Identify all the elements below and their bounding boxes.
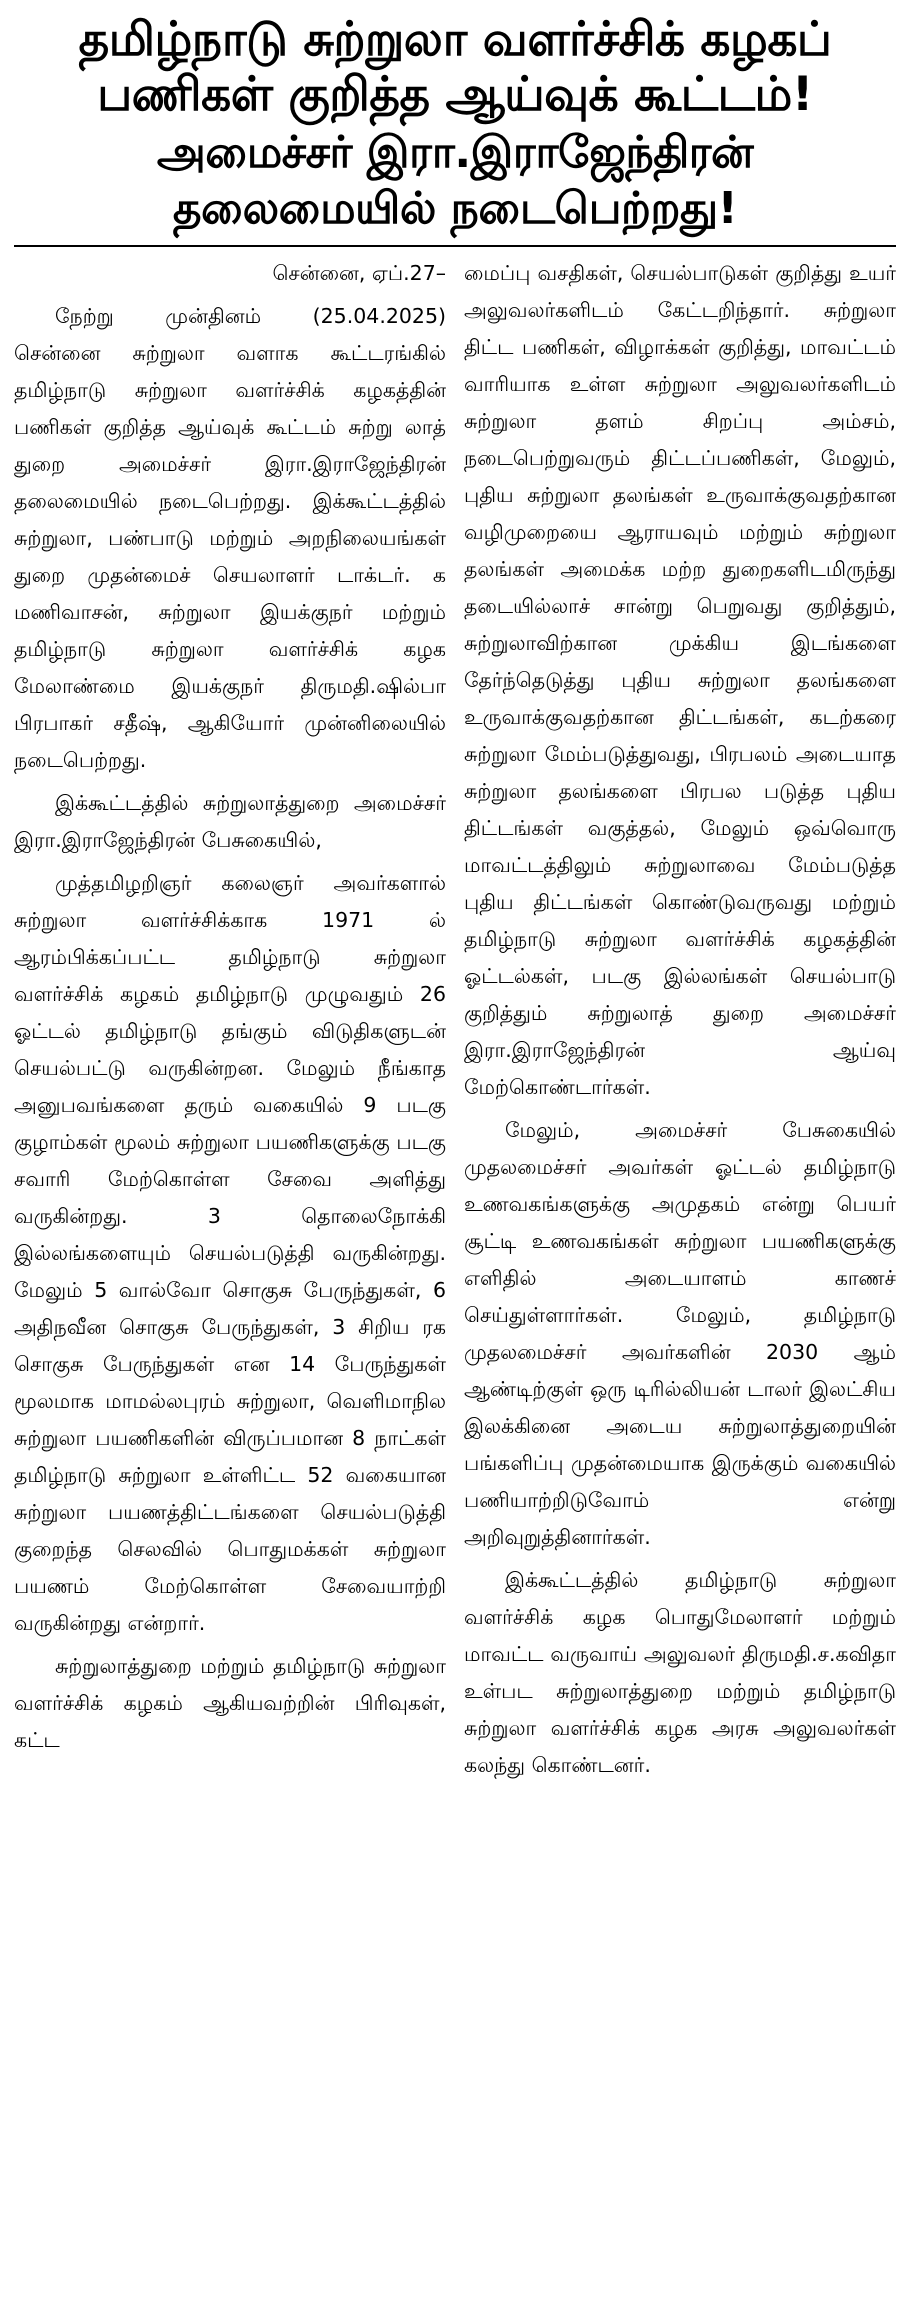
dateline: சென்னை, ஏப்.27–: [272, 260, 446, 285]
article-paragraph: முத்தமிழறிஞர் கலைஞர் அவர்களால் சுற்றுலா வளர்ச்சிக்காக 1971 ல் ஆரம்பிக்கப்பட்ட தமிழ்நாடு சுற்றுலா வளர்ச்சிக் கழகம் தமிழ்நாடு முழுவதும் 26 ஓட்டல் தமிழ்நாடு தங்கும் விடுதிகளுடன் செயல்பட்டு வருகின்றன. மேலும் நீங்காத அனுபவங்களை தரும் வகையில் 9 படகு குழாம்கள் மூலம் சுற்றுலா பயணிகளுக்கு படகு சவாரி மேற்கொள்ள சேவை அளித்து வருகின்றது. 3 தொலைநோக்கி இல்லங்களையும் செயல்படுத்தி வருகின்றது. மேலும் 5 வால்வோ சொகுசு பேருந்துகள், 6 அதிநவீன சொகுசு பேருந்துகள், 3 சிறிய ரக சொகுசு பேருந்துகள் என 14 பேருந்துகள் மூலமாக மாமல்லபுரம் சுற்றுலா, வெளிமாநில சுற்றுலா பயணிகளின் விருப்பமான 8 நாட்கள் தமிழ்நாடு சுற்றுலா உள்ளிட்ட 52 வகையான சுற்றுலா பயணத்திட்டங்களை செயல்படுத்தி குறைந்த செலவில் பொதுமக்கள் சுற்றுலா பயணம் மேற்கொள்ள சேவையாற்றி வருகின்றது என்றார்.: [14, 870, 446, 1635]
article-paragraph: மேலும், அமைச்சர் பேசுகையில் முதலமைச்சர் அவர்கள் ஓட்டல் தமிழ்நாடு உணவகங்களுக்கு அமுதகம் என்று பெயர் சூட்டி உணவகங்கள் சுற்றுலா பயணிகளுக்கு எளிதில் அடையாளம் காணச் செய்துள்ளார்கள். மேலும், தமிழ்நாடு முதலமைச்சர் அவர்களின் 2030 ஆம் ஆண்டிற்குள் ஒரு டிரில்லியன் டாலர் இலட்சிய இலக்கினை அடைய சுற்றுலாத்துறையின் பங்களிப்பு முதன்மையாக இருக்கும் வகையில் பணியாற்றிடுவோம் என்று அறிவுறுத்தினார்கள்.: [464, 1117, 896, 1549]
headline-divider: [14, 245, 896, 247]
headline-line-1: தமிழ்நாடு சுற்றுலா வளர்ச்சிக் கழகப்: [78, 12, 832, 67]
article-paragraph: இக்கூட்டத்தில் தமிழ்நாடு சுற்றுலா வளர்ச்சிக் கழக பொதுமேலாளர் மற்றும் மாவட்ட வருவாய் அலுவலர் திருமதி.ச.கவிதா உள்பட சுற்றுலாத்துறை மற்றும் தமிழ்நாடு சுற்றுலா வளர்ச்சிக் கழக அரசு அலுவலர்கள் கலந்து கொண்டனர்.: [464, 1567, 896, 1777]
article-paragraph: மைப்பு வசதிகள், செயல்பாடுகள் குறித்து உயர் அலுவலர்களிடம் கேட்டறிந்தார். சுற்றுலா திட்ட பணிகள், விழாக்கள் குறித்து, மாவட்டம் வாரியாக உள்ள சுற்றுலா அலுவலர்களிடம் சுற்றுலா தளம் சிறப்பு அம்சம், நடைபெற்றுவரும் திட்டப்பணிகள், மேலும், புதிய சுற்றுலா தலங்கள் உருவாக்குவதற்கான வழிமுறையை ஆராயவும் மற்றும் சுற்றுலா தலங்கள் அமைக்க மற்ற துறைகளிடமிருந்து தடையில்லாச் சான்று பெறுவது குறித்தும், சுற்றுலாவிற்கான முக்கிய இடங்களை தேர்ந்தெடுத்து புதிய சுற்றுலா தலங்களை உருவாக்குவதற்கான திட்டங்கள், கடற்கரை சுற்றுலா மேம்படுத்துவது, பிரபலம் அடையாத சுற்றுலா தலங்களை பிரபல படுத்த புதிய திட்டங்கள் வகுத்தல், மேலும் ஒவ்வொரு மாவட்டத்திலும் சுற்றுலாவை மேம்படுத்த புதிய திட்டங்கள் கொண்டுவருவது மற்றும் தமிழ்நாடு சுற்றுலா வளர்ச்சிக் கழகத்தின் ஓட்டல்கள், படகு இல்லங்கள் செயல்பாடு குறித்தும் சுற்றுலாத் துறை அமைச்சர் இரா.இராஜேந்திரன் ஆய்வு மேற்கொண்டார்கள்.: [464, 260, 896, 1099]
headline-line-2: பணிகள் குறித்த ஆய்வுக் கூட்டம்!: [97, 67, 813, 123]
subheadline-line-1: அமைச்சர் இரா.இராஜேந்திரன்: [156, 126, 754, 178]
article-column-left: [14, 255, 446, 1790]
subheadline-line-2: தலைமையில் நடைபெற்றது!: [172, 182, 738, 234]
article-paragraph: சுற்றுலாத்துறை மற்றும் தமிழ்நாடு சுற்றுலா வளர்ச்சிக் கழகம் ஆகியவற்றின் பிரிவுகள், கட்ட: [14, 1653, 446, 1752]
article-column-right: [464, 255, 896, 1790]
article-paragraph: நேற்று முன்தினம் (25.04.2025) சென்னை சுற்றுலா வளாக கூட்டரங்கில் தமிழ்நாடு சுற்றுலா வளர்ச்சிக் கழகத்தின் பணிகள் குறித்த ஆய்வுக் கூட்டம் சுற்று லாத் துறை அமைச்சர் இரா.இராஜேந்திரன் தலைமையில் நடைபெற்றது. இக்கூட்டத்தில் சுற்றுலா, பண்பாடு மற்றும் அறநிலையங்கள் துறை முதன்மைச் செயலாளர் டாக்டர். க மணிவாசன், சுற்றுலா இயக்குநர் மற்றும் தமிழ்நாடு சுற்றுலா வளர்ச்சிக் கழக மேலாண்மை இயக்குநர் திருமதி.ஷில்பா பிரபாகர் சதீஷ், ஆகியோர் முன்னிலையில் நடைபெற்றது.: [14, 303, 446, 772]
article-paragraph: இக்கூட்டத்தில் சுற்றுலாத்துறை அமைச்சர் இரா.இராஜேந்திரன் பேசுகையில்,: [14, 790, 446, 852]
article-body: [14, 255, 896, 1790]
